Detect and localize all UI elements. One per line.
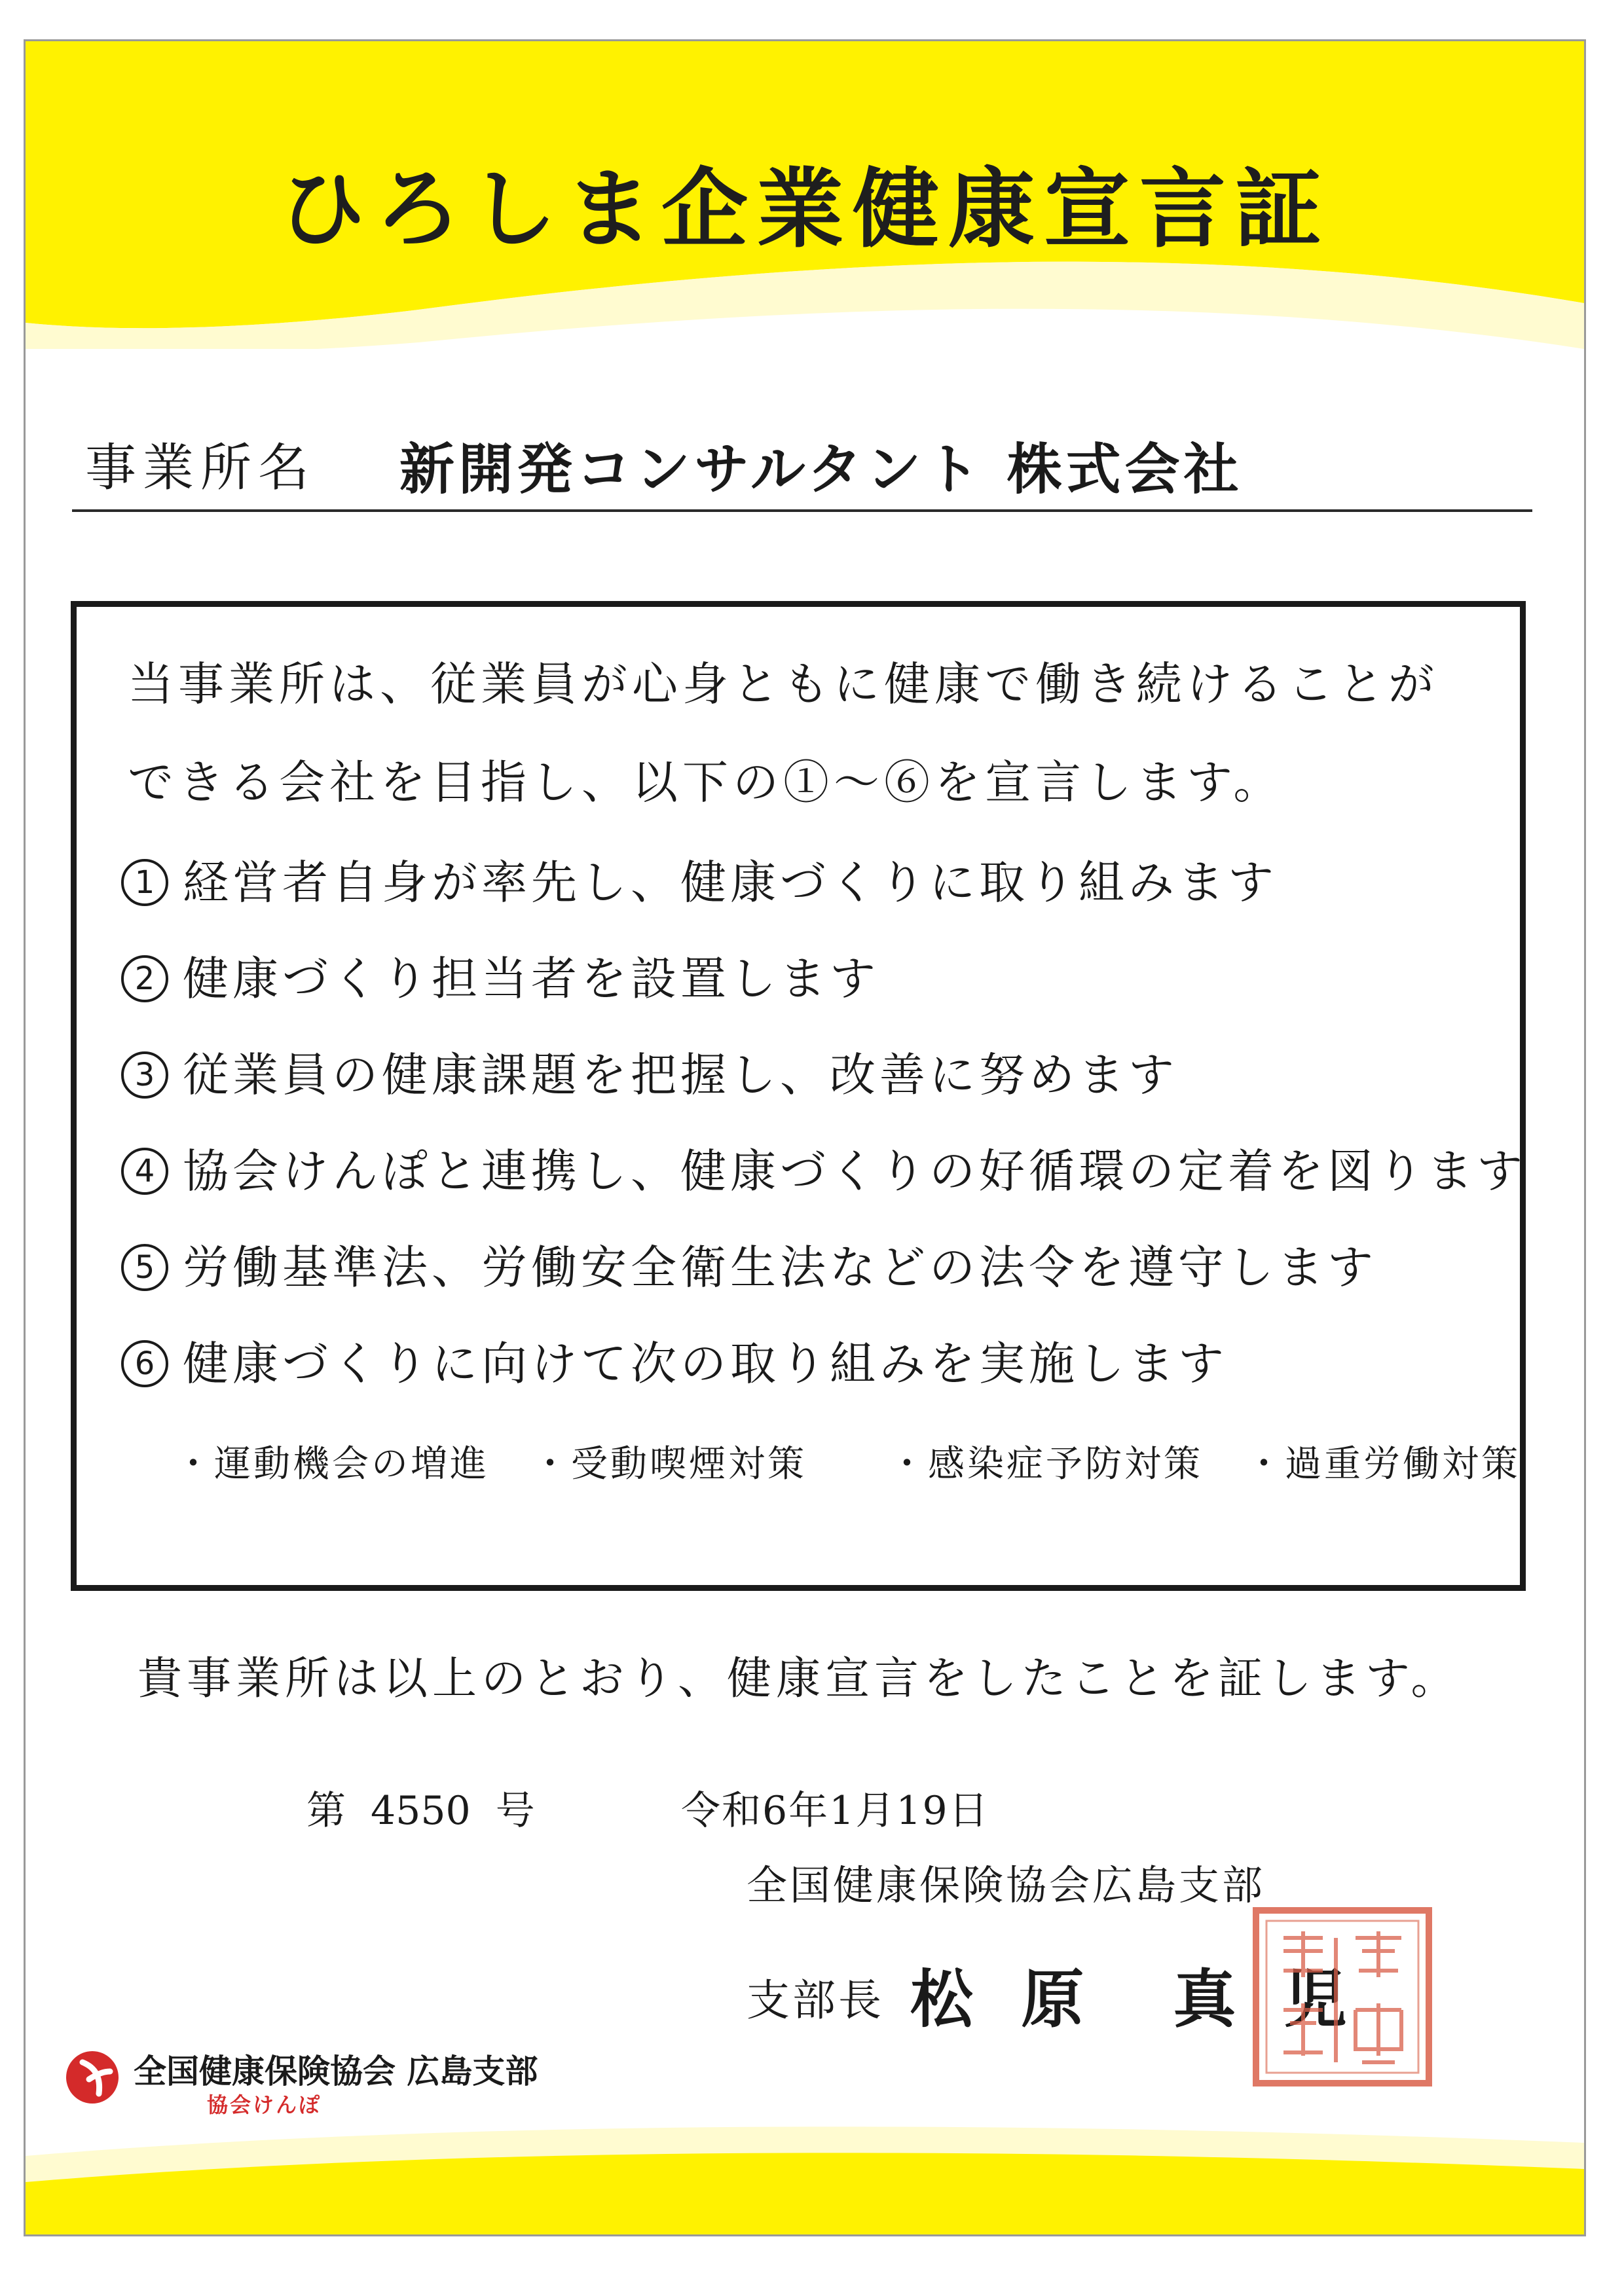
- initiative-item-3: ・感染症予防対策: [889, 1443, 1203, 1485]
- certification-statement: 貴事業所は以上のとおり、健康宣言をしたことを証します。: [138, 1653, 1460, 1705]
- item-text-6: 健康づくりに向けて次の取り組みを実施します: [183, 1337, 1228, 1391]
- initiative-list: [175, 1435, 1521, 1494]
- item-text-3: 従業員の健康課題を把握し、改善に努めます: [183, 1048, 1178, 1102]
- initiative-item-2: ・受動喫煙対策: [532, 1443, 807, 1485]
- number-value: 4550: [371, 1788, 471, 1834]
- item-text-2: 健康づくり担当者を設置します: [183, 952, 879, 1006]
- item-number-4: 4: [121, 1148, 168, 1195]
- declaration-item-4: [121, 1135, 1526, 1201]
- certificate-title: ひろしま企業健康宣言証: [279, 158, 1331, 260]
- declaration-item-3: [121, 1038, 1178, 1104]
- initiative-item-1: ・運動機会の増進: [175, 1443, 489, 1485]
- logo-subname: 協会けんぽ: [207, 2092, 322, 2117]
- office-name: 新開発コンサルタント 株式会社: [399, 437, 1243, 501]
- declaration-box: [71, 601, 1526, 1591]
- declaration-item-5: [121, 1231, 1377, 1297]
- item-number-3: 3: [121, 1051, 168, 1099]
- certificate-number: [306, 1779, 560, 1836]
- item-text-5: 労働基準法、労働安全衛生法などの法令を遵守します: [183, 1241, 1377, 1294]
- chief-name: 松 原 真 児: [910, 1962, 1360, 2036]
- declaration-intro-line-2: できる会社を目指し、以下の①～⑥を宣言します。: [128, 756, 1284, 809]
- logo-organization-name: 全国健康保険協会 広島支部: [134, 2052, 538, 2090]
- issue-date: 令和6年1月19日: [681, 1788, 989, 1834]
- item-text-1: 経営者自身が率先し、健康づくりに取り組みます: [183, 856, 1278, 909]
- office-underline: [72, 509, 1532, 512]
- declaration-item-2: [121, 942, 879, 1008]
- item-number-2: 2: [121, 955, 168, 1002]
- official-seal-icon: [1244, 1899, 1441, 2095]
- kyokai-kenpo-logo-icon: [63, 2048, 122, 2107]
- chief-title: 支部長: [747, 1975, 884, 2026]
- item-text-4: 協会けんぽと連携し、健康づくりの好循環の定着を図ります: [183, 1144, 1526, 1198]
- office-label: 事業所名: [85, 439, 316, 498]
- number-prefix: 第: [306, 1788, 346, 1834]
- item-number-5: 5: [121, 1244, 168, 1291]
- item-number-1: 1: [121, 859, 168, 906]
- number-suffix: 号: [495, 1788, 535, 1834]
- declaration-item-1: [121, 846, 1278, 912]
- item-number-6: 6: [121, 1340, 168, 1387]
- initiative-item-4: ・過重労働対策: [1246, 1443, 1521, 1485]
- issuing-organization: 全国健康保険協会広島支部: [747, 1861, 1266, 1909]
- declaration-intro-line-1: 当事業所は、従業員が心身ともに健康で働き続けることが: [128, 657, 1439, 711]
- declaration-item-6: [121, 1327, 1228, 1393]
- kyokai-kenpo-logo: [63, 2041, 639, 2120]
- office-name-row: [72, 419, 1532, 501]
